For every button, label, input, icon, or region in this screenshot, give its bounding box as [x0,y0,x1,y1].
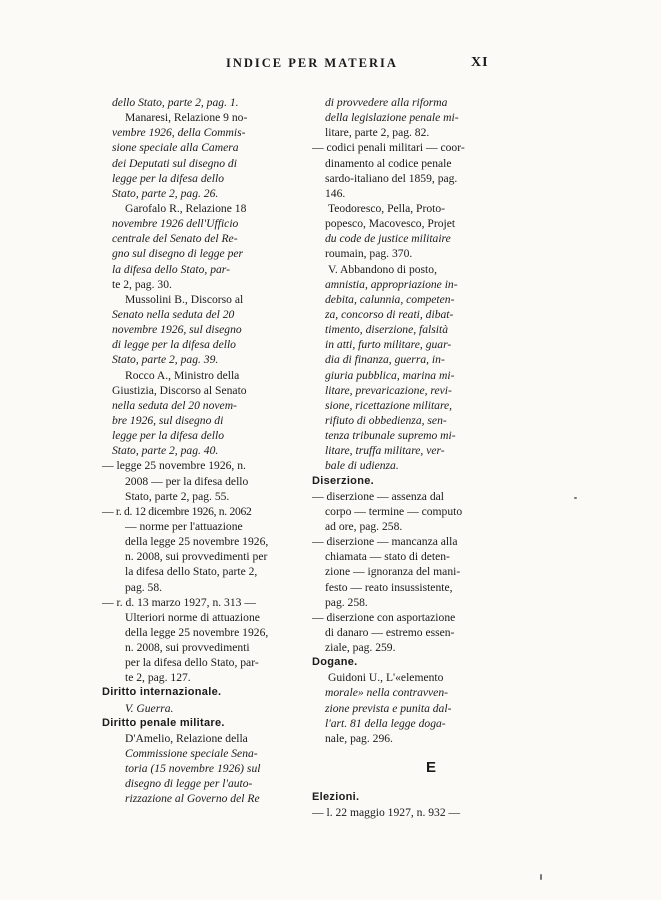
text-line: Stato, parte 2, pag. 26. [112,186,219,200]
text-line: te 2, pag. 30. [112,277,172,291]
text-line: 146. [325,186,346,200]
text-line: pag. 58. [125,580,163,594]
text-line: in atti, furto militare, guar- [325,338,452,352]
entry-guidoni [312,670,490,746]
text-line: pag. 258. [325,595,368,609]
section-letter-e: E [425,759,436,777]
entry-rd-13-marzo [102,595,288,686]
text-line: amnistia, appropriazione in- [325,277,458,291]
text-line: za, concorso di reati, dibat- [325,307,454,321]
entry-damelio-continued [312,95,490,140]
text-line: di legge per la difesa dello [112,338,236,352]
text-line: V. Abbandono di posto, [328,262,437,276]
text-line: — r. d. 13 marzo 1927, n. 313 — [102,595,256,609]
entry-rd-12-dicembre [102,504,288,595]
text-line: Guidoni U., L'«elemento [328,671,444,685]
text-line: della legge 25 novembre 1926, [125,535,269,549]
text-line: — diserzione — mancanza alla [312,535,458,549]
text-line: du code de justice militaire [325,232,451,246]
text-line: Commissione speciale Sena- [125,747,258,761]
text-line: Mussolini B., Discorso al [125,292,244,306]
text-line: dello Stato, parte 2, pag. 1. [112,96,239,109]
text-line: Manaresi, Relazione 9 no- [125,111,248,125]
entry-diserzione-2 [312,534,490,610]
text-line: morale» nella contravven- [325,686,448,700]
text-line: per la difesa dello Stato, par- [125,656,259,670]
text-line: n. 2008, sui provvedimenti [125,641,250,655]
text-line: Ulteriori norme di attuazione [125,610,260,624]
text-line: festo — reato insussistente, [325,580,453,594]
text-line: Stato, parte 2, pag. 39. [112,353,219,367]
text-line: popesco, Macovesco, Projet [325,217,456,231]
right-column [312,95,490,820]
text-line: sione speciale alla Camera [112,141,239,155]
text-line: Teodoresco, Pella, Proto- [328,201,446,215]
text-line: Stato, parte 2, pag. 40. [112,444,219,458]
entry-codici-penali-militari [312,140,490,201]
text-line: timento, diserzione, falsità [325,323,449,337]
text-line: ad ore, pag. 258. [325,519,403,533]
running-title: INDICE PER MATERIA [226,56,398,70]
text-line: centrale del Senato del Re- [112,232,238,246]
text-line: della legislazione penale mi- [325,111,459,125]
text-line: — codici penali militari — coor- [312,141,465,155]
text-line: Garofalo R., Relazione 18 [125,201,247,215]
text-line: debita, calunnia, competen- [325,292,455,306]
entry-cross-references [312,262,490,474]
text-line: — l. 22 maggio 1927, n. 932 — [312,806,461,820]
text-line: Giustizia, Discorso al Senato [112,383,247,397]
text-line: di provvedere alla riforma [325,96,448,109]
page-number: XI [471,55,489,70]
heading-elezioni: Elezioni. [312,791,360,804]
text-line: — norme per l'attuazione [125,519,243,533]
text-line: roumain, pag. 370. [325,247,413,261]
text-line: bale di udienza. [325,459,399,473]
text-line: rizzazione al Governo del Re [125,792,260,806]
heading-diritto-internazionale: Diritto internazionale. [102,686,222,699]
heading-diserzione: Diserzione. [312,474,374,487]
text-line: rifiuto di obbedienza, sen- [325,413,447,427]
heading-dogane: Dogane. [312,656,358,669]
text-line: — diserzione con asportazione [312,610,456,624]
text-line: Senato nella seduta del 20 [112,307,235,321]
paper-speck [574,497,577,499]
text-line: — diserzione — assenza dal [312,489,444,503]
entry-legge-25-novembre [102,458,288,503]
text-line: chiamata — stato di deten- [325,550,450,564]
text-line: litare, truffa militare, ver- [325,444,445,458]
text-line: la difesa dello Stato, par- [112,262,230,276]
text-line: toria (15 novembre 1926) sul [125,762,261,776]
text-line: vembre 1926, della Commis- [112,126,246,140]
text-line: legge per la difesa dello [112,429,225,443]
entry-dello-stato [112,95,288,110]
text-line: novembre 1926, sul disegno [112,323,242,337]
text-line: n. 2008, sui provvedimenti per [125,550,268,564]
text-line: dia di finanza, guerra, in- [325,353,445,367]
text-line: la difesa dello Stato, parte 2, [125,565,258,579]
text-line: Stato, parte 2, pag. 55. [125,489,230,503]
paper-speck [540,874,542,880]
text-line: ziale, pag. 259. [325,641,396,655]
text-line: nale, pag. 296. [325,731,393,745]
text-line: litare, parte 2, pag. 82. [325,126,430,140]
text-line: D'Amelio, Relazione della [125,731,248,745]
text-line: dinamento al codice penale [325,156,452,170]
text-line: 2008 — per la difesa dello [125,474,249,488]
text-line: Rocco A., Ministro della [125,368,240,382]
text-line: sione, ricettazione militare, [325,398,453,412]
text-line: nella seduta del 20 novem- [112,398,237,412]
text-line: sardo-italiano del 1859, pag. [325,171,458,185]
heading-diritto-penale-militare: Diritto penale militare. [102,716,225,729]
left-column [102,95,288,807]
text-line: — legge 25 novembre 1926, n. [102,459,246,473]
text-line: — r. d. 12 dicembre 1926, n. 2062 [102,504,252,518]
page-header [0,56,661,76]
text-line: dei Deputati sul disegno di [112,156,237,170]
text-line: corpo — termine — computo [325,504,463,518]
text-line: novembre 1926 dell'Ufficio [112,217,239,231]
text-line: della legge 25 novembre 1926, [125,625,269,639]
text-line: l'art. 81 della legge doga- [325,716,446,730]
text-line: litare, prevaricazione, revi- [325,383,452,397]
text-line: zione — ignoranza del mani- [325,565,461,579]
text-line: bre 1926, sul disegno di [112,413,224,427]
entry-garofalo [112,201,288,292]
entry-rocco [112,368,288,459]
text-line: di danaro — estremo essen- [325,625,455,639]
entry-mussolini [112,292,288,368]
text-line: gno sul disegno di legge per [112,247,244,261]
cross-reference: V. Guerra. [125,701,174,715]
text-line: giuria pubblica, marina mi- [325,368,455,382]
text-line: zione prevista e punita dal- [325,701,452,715]
text-line: disegno di legge per l'auto- [125,777,253,791]
entry-teodoresco [312,201,490,262]
text-line: te 2, pag. 127. [125,671,191,685]
entry-manaresi [112,110,288,201]
text-line: legge per la difesa dello [112,171,225,185]
entry-diserzione-1 [312,489,490,534]
entry-damelio [112,731,288,807]
entry-diserzione-3 [312,610,490,655]
text-line: tenza tribunale supremo mi- [325,429,456,443]
